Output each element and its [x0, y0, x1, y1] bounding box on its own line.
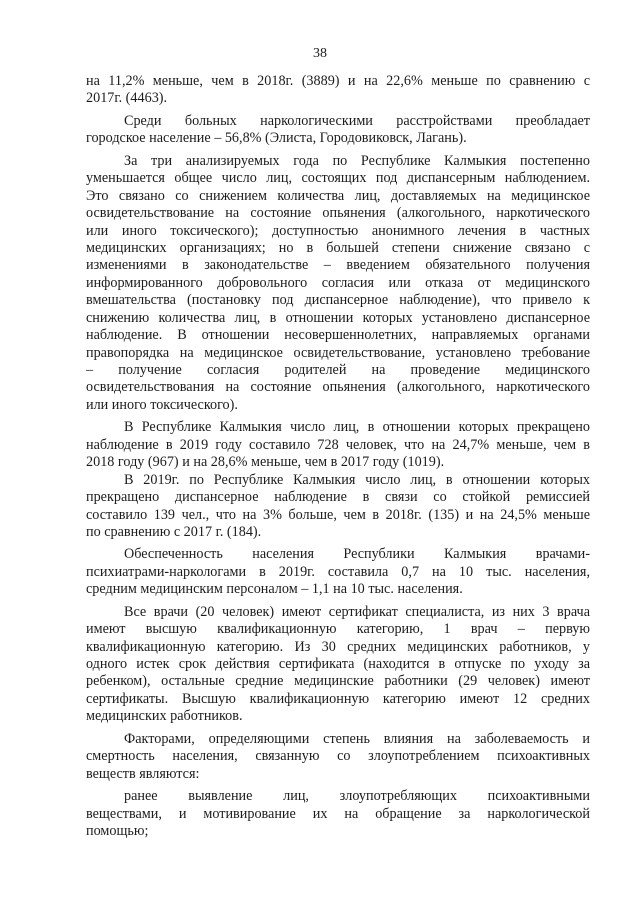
text-line: городское население – 56,8% (Элиста, Городовиковск, Лагань). [86, 130, 467, 147]
text-line: ранее выявление лиц, злоупотребляющих психоактивными [124, 788, 590, 805]
text-line: сертификаты. Высшую квалификационную категорию имеют 12 средних [86, 690, 590, 707]
text-line: смертность населения, связанную со злоупотреблением психоактивных [86, 748, 590, 765]
text-line: медицинских работников. [86, 708, 243, 725]
text-line: – получение согласия родителей на проведение медицинского [86, 362, 590, 378]
text-line: одного истек срок действия сертификата (находится в отпуске по уходу за [86, 656, 590, 672]
text-line: на 11,2% меньше, чем в 2018г. (3889) и на 22,6% меньше по сравнению с [86, 73, 590, 89]
text-line: правопорядка на медицинское освидетельствование, установлено требование [86, 344, 590, 361]
text-line: веществами, и мотивирование их на обращение за наркологической [86, 805, 590, 822]
text-line: В Республике Калмыкия число лиц, в отношении которых прекращено [124, 419, 590, 436]
text-line: снижению количества лиц, в отношении которых установлено диспансерное [86, 309, 590, 326]
text-line: изменениями в законодательстве – введением обязательного получения [86, 257, 590, 274]
text-line: или иного токсического). [86, 396, 238, 413]
text-line: Все врачи (20 человек) имеют сертификат специалиста, из них 3 врача [124, 603, 590, 620]
text-line: В 2019г. по Республике Калмыкия число лиц, в отношении которых [124, 471, 590, 488]
text-line: или иного токсического); доступностью анонимного лечения в частных [86, 222, 590, 239]
text-line: уменьшается общее число лиц, состоящих под диспансерным наблюдением. [86, 170, 590, 187]
page-number: 38 [313, 46, 327, 61]
text-line: Среди больных наркологическими расстройствами преобладает [124, 112, 590, 129]
text-line: прекращено диспансерное наблюдение в связи со стойкой ремиссией [86, 489, 590, 506]
text-line: помощью; [86, 822, 149, 839]
body-text [86, 73, 590, 840]
text-line: наблюдение в 2019 году составило 728 человек, что на 24,7% меньше, чем в [86, 436, 590, 453]
text-line: медицинских организациях; но в большей степени снижение связано с [86, 239, 590, 256]
text-line: вмешательства (постановку под диспансерное наблюдение), что привело к [86, 292, 590, 309]
text-line: информированного добровольного согласия или отказа от медицинского [86, 274, 590, 291]
text-line: средним медицинским персоналом – 1,1 на 10 тыс. населения. [86, 581, 463, 598]
text-line: освидетельствования на состояние опьянения (алкогольного, наркотического [86, 379, 590, 396]
text-line: ребенком), остальные средние медицинские работники (29 человек) имеют [86, 673, 590, 690]
text-line: Это связано со снижением количества лиц, доставляемых на медицинское [86, 187, 590, 204]
text-line: 2018 году (967) и на 28,6% меньше, чем в 2017 году (1019). [86, 454, 445, 471]
text-line: освидетельствование на состояние опьянения (алкогольного, наркотического [86, 205, 590, 222]
text-line: квалификационную категорию. Из 30 средних медицинских работников, у [86, 638, 590, 655]
text-line: составило 139 чел., что на 3% больше, чем в 2018г. (135) и на 24,5% меньше [86, 506, 590, 523]
text-line: Факторами, определяющими степень влияния на заболеваемость и [124, 730, 590, 747]
text-line: психиатрами-наркологами в 2019г. составила 0,7 на 10 тыс. населения, [86, 563, 590, 580]
text-line: наблюдение. В отношении несовершеннолетних, направляемых органами [86, 327, 590, 344]
text-line: веществ являются: [86, 765, 200, 782]
text-line: имеют высшую квалификационную категорию, 1 врач – первую [86, 621, 590, 638]
text-line: За три анализируемых года по Республике Калмыкия постепенно [124, 152, 590, 169]
text-line: по сравнению с 2017 г. (184). [86, 523, 262, 540]
text-line: 2017г. (4463). [86, 90, 168, 107]
text-line: Обеспеченность населения Республики Калмыкия врачами- [124, 546, 590, 563]
